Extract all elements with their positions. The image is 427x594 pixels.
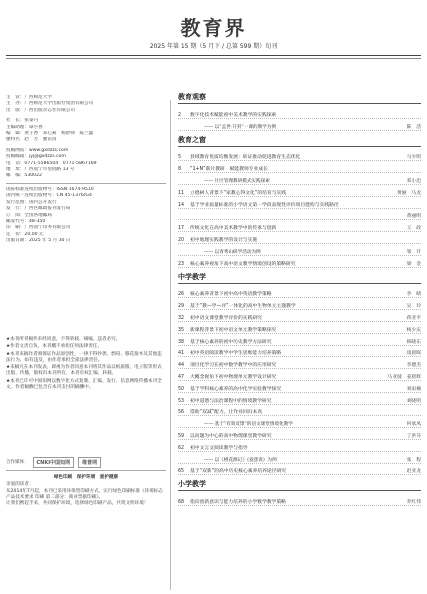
article-author: 黄丽明 bbox=[406, 214, 421, 220]
toc-entry bbox=[178, 334, 421, 346]
article-author: 陈 活 bbox=[406, 124, 421, 130]
info-label: 主 办： bbox=[6, 101, 25, 107]
toc-subtitle bbox=[178, 119, 421, 131]
pledge-text bbox=[6, 482, 166, 507]
page-number: 56 bbox=[178, 410, 185, 416]
page-number: 11 bbox=[178, 190, 185, 196]
article-author: 王 政 bbox=[406, 226, 421, 232]
section-heading: 小学教学 bbox=[178, 479, 421, 491]
toc-entry bbox=[178, 428, 421, 440]
info-label: 定 价： bbox=[6, 231, 25, 237]
info-label: 编 辑： bbox=[6, 131, 25, 137]
article-title: 基于学科核心素养的高中化学实验教学探究 bbox=[190, 386, 282, 392]
page-number: 35 bbox=[178, 327, 185, 333]
green-print-pledge bbox=[6, 475, 166, 507]
toc-entry bbox=[178, 393, 421, 405]
article-author: 蒋亚平 bbox=[406, 315, 421, 321]
article-author: 谈晨晖 bbox=[406, 351, 421, 357]
article-title: 初中文言文阅读教学与指导 bbox=[190, 445, 248, 451]
notice-item: ★本刊所刊稿件未经同意，不得转载、摘编，违者必究。 bbox=[6, 337, 121, 342]
toc-entry bbox=[178, 287, 421, 299]
info-value: 廖特名 赵 芳 廖苗清 bbox=[6, 137, 57, 143]
article-author: 吴 玲 bbox=[406, 304, 421, 310]
section-heading: 教育观察 bbox=[178, 92, 421, 104]
info-label: 国内统一连续出版物号： bbox=[6, 193, 57, 199]
info-value: 0771-5586504 0771-5867169 bbox=[24, 160, 97, 166]
partner-label: 合作媒体： bbox=[6, 460, 29, 465]
article-author: 黄丽 马龙 bbox=[397, 190, 421, 196]
notice-item: ★作者文责自负，本刊概不承担任何法律责任。 bbox=[6, 344, 102, 350]
article-title: 初中英语阅读教学中学生思维能力培养策略 bbox=[190, 351, 282, 357]
info-label: 社 长： bbox=[6, 118, 25, 124]
info-label: 出 版： bbox=[6, 107, 25, 113]
toc-entry bbox=[178, 405, 421, 417]
article-author: 李 晴 bbox=[406, 292, 421, 298]
article-author: 邓小迅 bbox=[406, 178, 421, 184]
article-author: 韩晓东 bbox=[406, 339, 421, 345]
section-heading: 中学教学 bbox=[178, 272, 421, 284]
article-author: 邹 仟 bbox=[406, 249, 421, 255]
info-value: 张泰巧 bbox=[24, 118, 39, 124]
table-of-contents bbox=[178, 92, 421, 506]
article-title: 核心素养视角下高中语文教学情境创设的策略研究 bbox=[190, 261, 296, 267]
info-value: 广西南宁市望园路 13 号 bbox=[24, 167, 75, 173]
info-value: 广西出版杂志社有限公司 bbox=[24, 107, 75, 113]
article-author: 丁洪芬 bbox=[406, 433, 421, 439]
issue-line: 2025 年第 15 期（5 月下 / 总第 599 期）旬刊 bbox=[149, 43, 278, 50]
toc-entry bbox=[178, 256, 421, 268]
notice-item: ★本刊已许可中国知网以数字化方式复制、汇编、发行、信息网络传播本刊全文。作者稿酬已包含在本刊支付的稿酬中。 bbox=[6, 378, 162, 391]
info-label: 地 址： bbox=[6, 167, 25, 173]
article-title: 基于“教—学—评”一体化的高中生物单元主题教学 bbox=[190, 304, 296, 310]
article-author: 马亚坡 姜晨辉 bbox=[387, 374, 421, 380]
article-title: 核心素养背景下初中高中英语教学策略 bbox=[190, 292, 272, 298]
toc-entry bbox=[178, 494, 421, 506]
info-value: ISSN 1674-9510 bbox=[56, 186, 94, 192]
article-title: “1+N”联片教研 赋能教师专业成长 bbox=[190, 167, 268, 173]
page-number: 8 bbox=[178, 167, 182, 173]
toc-entry bbox=[178, 232, 421, 244]
page-number: 44 bbox=[178, 363, 185, 369]
info-label: 印 刷： bbox=[6, 225, 25, 231]
toc-entry bbox=[178, 310, 421, 322]
info-label: 发 行： bbox=[6, 206, 25, 212]
toc-subtitle bbox=[178, 209, 421, 221]
article-title: 项目化学习在初中数学教学中的应用研究 bbox=[190, 363, 277, 369]
info-value: 广西师范大学 bbox=[24, 95, 52, 100]
article-title: 基于学业质量标准的小学语文第一学段表现性评价项目建构与实践路径 bbox=[190, 202, 339, 208]
article-title: —— 基于“有效反馈”的语文课堂情境化教学 bbox=[190, 421, 404, 427]
toc-entry bbox=[178, 150, 421, 162]
article-title: 基于核心素养的初中历史教学方法研究 bbox=[190, 339, 272, 345]
toc-subtitle bbox=[178, 416, 421, 428]
info-row bbox=[6, 238, 166, 244]
header-rule-thin bbox=[6, 58, 421, 59]
notice-item: ★本刊来稿作者须保证作品原创性，一律不得抄袭、剽窃、移花接木及其他违法行为。如有违反，由作者承担全部法律责任。 bbox=[6, 351, 162, 363]
info-label: 投稿网站： bbox=[6, 147, 29, 153]
magazine-title: 教育界 bbox=[180, 16, 247, 40]
pledge-line: 从2014年7月起，本刊已采用环保型印刷方式，实行绿色印刷标准《环境标志产品技术要求 印刷 第二部分：商业票据印刷》。 bbox=[6, 488, 164, 500]
toc-subtitle bbox=[178, 452, 421, 464]
article-title: 借助“双减”配力，让作业回归本真 bbox=[190, 410, 263, 416]
article-author: 梁 金 bbox=[406, 261, 421, 267]
page-number: 53 bbox=[178, 398, 185, 404]
article-title: 初中语文课堂教学评价的实践研究 bbox=[190, 315, 262, 321]
info-value: 广西师范大学出版社集团有限公司 bbox=[24, 101, 94, 107]
toc-entry bbox=[178, 220, 421, 232]
page-number: 23 bbox=[178, 261, 185, 267]
masthead-info bbox=[6, 95, 166, 245]
toc-entry bbox=[178, 346, 421, 358]
header-rule bbox=[6, 55, 421, 56]
pledge-divider bbox=[6, 470, 166, 471]
pledge-line: 亲爱的读者： bbox=[6, 482, 34, 488]
info-value: 广西南宁印务有限公司 bbox=[24, 225, 71, 231]
article-author: 何承凤 bbox=[406, 422, 421, 428]
article-author: 杨少庆 bbox=[406, 327, 421, 333]
article-title: 以问题为中心的高中物理课堂教学研究 bbox=[190, 433, 272, 439]
column-divider bbox=[170, 100, 171, 590]
vip-logo: 维普网 bbox=[78, 457, 101, 468]
info-label: 电 话： bbox=[6, 160, 25, 166]
article-title: —— 以“孟世·开封”一课的教学为例 bbox=[190, 124, 404, 130]
toc-entry bbox=[178, 357, 421, 369]
toc-entry bbox=[178, 161, 421, 173]
info-label: 投稿邮箱： bbox=[6, 154, 29, 160]
info-value: CN 45-1376/G4 bbox=[56, 193, 92, 199]
article-title: 初中地理实践教学的设计与实施 bbox=[190, 237, 258, 243]
article-title: 大概念视角下初中物理单元教学设计研究 bbox=[190, 374, 277, 380]
info-value: 20.00 元 bbox=[24, 231, 44, 237]
page-number: 65 bbox=[178, 469, 185, 475]
info-label: 邮发代号： bbox=[6, 218, 29, 224]
info-divider bbox=[6, 183, 166, 184]
toc-entry bbox=[178, 381, 421, 393]
info-label: 出版日期： bbox=[6, 238, 29, 244]
info-value: 全国各地邮局 bbox=[24, 212, 52, 218]
page-number: 32 bbox=[178, 315, 185, 321]
page-number: 20 bbox=[178, 237, 185, 243]
section-heading: 教育之窗 bbox=[178, 135, 421, 147]
toc-entry bbox=[178, 197, 421, 209]
cnki-logo: CNKI中国知网 bbox=[33, 457, 75, 468]
page-number: 50 bbox=[178, 386, 185, 392]
article-author: 李德杰 bbox=[406, 363, 421, 369]
info-label: 主 管： bbox=[6, 95, 25, 100]
page-number: 47 bbox=[178, 374, 185, 380]
article-title: 指向创新意识与能力培养的小学数学教学策略 bbox=[190, 500, 286, 506]
info-value: 广西区邮政报刊发行局 bbox=[24, 206, 71, 212]
toc-subtitle bbox=[178, 244, 421, 256]
page-number: 26 bbox=[178, 292, 185, 298]
page-number: 41 bbox=[178, 351, 185, 357]
info-value: 530022 bbox=[24, 173, 42, 179]
info-value: www.gxdzzs.com bbox=[28, 147, 69, 153]
notice-item: ★来稿凡在本刊发表，即视为作者同意本刊将其作品以纸质版、电子版等形式出版、传播，版权归本刊所有，本刊有权汇编、转载。 bbox=[6, 365, 162, 377]
article-title: —— 以《桃花源记》《爱莲说》为例 bbox=[190, 457, 404, 463]
article-title: 新课程背景下初中语文单元教学策略探究 bbox=[190, 327, 277, 333]
article-title: —— 片区管理教研模式实践探索 bbox=[190, 178, 404, 184]
page-number: 29 bbox=[178, 304, 185, 310]
toc-entry bbox=[178, 464, 421, 476]
info-label: 订 阅： bbox=[6, 212, 25, 218]
partner-media bbox=[6, 455, 166, 469]
toc-entry bbox=[178, 298, 421, 310]
article-title: 县域教育优质均衡发展：转证推动促进教育生态优化 bbox=[190, 155, 301, 161]
info-value: jyj@gxdzzs.com bbox=[28, 154, 66, 160]
article-author: 刘晓明 bbox=[406, 398, 421, 404]
article-title: 数字化技术赋能初中美术教学的实践探索 bbox=[190, 112, 277, 118]
page-number: 5 bbox=[178, 155, 182, 161]
info-value: 谭小香 bbox=[28, 124, 43, 130]
page-number: 2 bbox=[178, 112, 182, 118]
page-number: 14 bbox=[178, 202, 185, 208]
info-label: 发行范围： bbox=[6, 199, 29, 205]
info-label: 国际标准连续出版物号： bbox=[6, 186, 57, 192]
pledge-line: 让我们携起手来，共同保护环境，选择绿色印刷产品，共筑文明环境！ bbox=[6, 501, 149, 507]
info-value: 48-350 bbox=[28, 218, 46, 224]
article-title: 立德树人背景下“家教心得文化”的培育与实践 bbox=[190, 190, 287, 196]
info-label: 邮 编： bbox=[6, 173, 25, 179]
page-number: 38 bbox=[178, 339, 185, 345]
article-author: 乔红伟 bbox=[406, 500, 421, 506]
toc-subtitle bbox=[178, 173, 421, 185]
info-value: 2025 年 5 月 30 日 bbox=[28, 238, 71, 244]
page-number: 68 bbox=[178, 500, 185, 506]
article-author: 刘雨楠 bbox=[406, 386, 421, 392]
info-value: 黄子香 邓心莉 杨舒师 陈兰鑫 bbox=[24, 131, 94, 137]
article-author: 马少明 bbox=[406, 155, 421, 161]
copyright-notice bbox=[6, 337, 166, 392]
toc-entry bbox=[178, 107, 421, 119]
toc-entry bbox=[178, 185, 421, 197]
article-title: 初中道德与法治课程中的情境教学研究 bbox=[190, 398, 272, 404]
info-row bbox=[6, 173, 166, 179]
toc-entry bbox=[178, 440, 421, 452]
page-number: 62 bbox=[178, 445, 185, 451]
toc-entry bbox=[178, 369, 421, 381]
article-title: 传统文化在高中美术教学中的传承与创新 bbox=[190, 226, 277, 232]
toc-entry bbox=[178, 322, 421, 334]
article-author: 张 程 bbox=[406, 457, 421, 463]
info-label: 主编助理： bbox=[6, 124, 29, 130]
article-title: —— 以青秀山研学活动为例 bbox=[190, 249, 404, 255]
page-number: 59 bbox=[178, 433, 185, 439]
page-number: 17 bbox=[178, 226, 185, 232]
article-author: 赵亚龙 bbox=[406, 469, 421, 475]
article-title: 基于“双新”的高中历史核心素养培养途径研究 bbox=[190, 469, 287, 475]
pledge-title: 绿色印刷 保护环境 爱护健康 bbox=[53, 475, 119, 480]
info-value: 国内公开发行 bbox=[28, 199, 57, 205]
